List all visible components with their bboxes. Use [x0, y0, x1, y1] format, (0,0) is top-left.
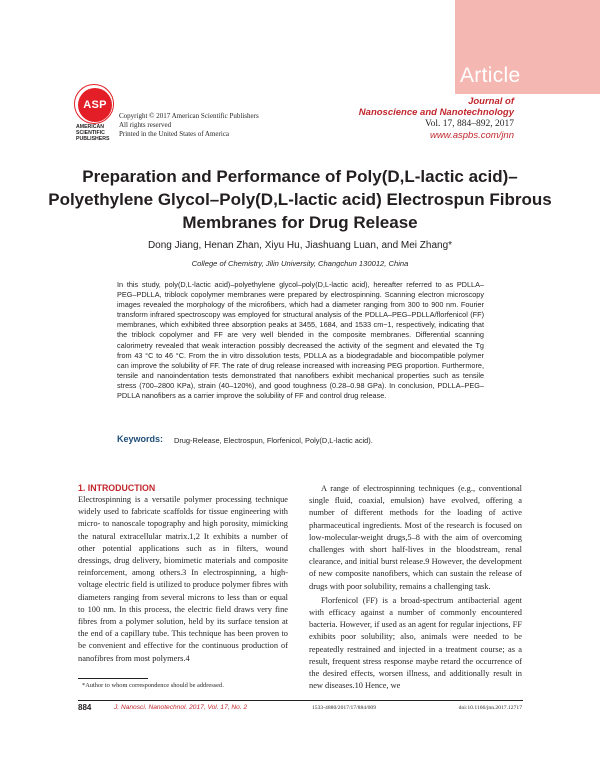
keywords: Drug-Release, Electrospun, Florfenicol, Poly(D,L-lactic acid).: [174, 436, 373, 445]
publisher-logo: ASP: [78, 88, 112, 122]
journal-name: Journal of Nanoscience and Nanotechnology: [358, 96, 514, 118]
abstract: In this study, poly(D,L-lactic acid)–polyethylene glycol–poly(D,L-lactic acid), hereafter referred to as PDLLA–PEG–PDLLA, triblock copolymer membranes were prepared by electrospinning. Scanning electron microscopy images revealed the morphology of the microfibers, which had a diameter ranging from 300 to 900 nm. Fourier transform infrared spectroscopy was employed for structural analysis of the PDLLA–PEG–PDLLA/florfenicol (FF) membranes, which exhibited three absorption peaks at 3455, 1684, and 1533 cm−1, respectively, indicating that the triblock copolymer and FF are very well blended in the composite membranes. Differential scanning calorimetry revealed that weak interaction possibly decreased the activity of the segment and elevated the Tg from 43 °C to 46 °C. From the in vitro dissolution tests, PDLLA as a biodegradable and biocompatible polymer can improve the solubility of FF. The rate of drug release increased with increasing PEG proportion. Furthermore, tensile and nanoindentation tests demonstrated that nanofibers exhibit mechanical properties such as tensile stress (700–2800 KPa), strain (40–120%), and good toughness (0.28–0.98 GPa). In conclusion, PDLLA–PEG–PDLLA nanofibers as a carrier improve the solubility of FF and control drug release.: [117, 280, 484, 401]
footer-journal-citation: J. Nanosci. Nanotechnol. 2017, Vol. 17, No. 2: [114, 704, 248, 711]
intro-column-left: [78, 494, 288, 665]
author-list: Dong Jiang, Henan Zhan, Xiyu Hu, Jiashuang Luan, and Mei Zhang*: [147, 240, 453, 251]
affiliation: College of Chemistry, Jilin University, Changchun 130012, China: [191, 259, 409, 268]
footer-divider: [78, 700, 523, 701]
page-number: 884: [78, 703, 92, 712]
copyright-block: [119, 112, 259, 139]
intro-paragraph: Florfenicol (FF) is a broad-spectrum antibacterial agent with efficacy against a number of commonly encountered bacteria. However, if used as an agent for regular injections, FF exhibits poor solubility; also, animals were needed to be repeatedly restrained and injected in a treatment course; as a result, frequent stress response maybe retard the occurrence of the desired effects, worsen illness, and additionally result in new diseases.10 Hence, we: [309, 595, 522, 691]
intro-paragraph: A range of electrospinning techniques (e.g., conventional single fluid, coaxial, emulsion) have evolved, offering a number of different methods for the loading of active pharmaceutical ingredients. Most of the research is focused on low-molecular-weight drugs,5–8 with the aim of overcoming challenges with short half-lives in the bloodstream, renal clearance, and initial burst release.9 However, the development of new composite nanofibers, which can sustain the release of drugs with poor solubility, remains a challenging task.: [309, 484, 522, 591]
printed-line: Printed in the United States of America: [119, 130, 230, 138]
footer-issn: 1533-4880/2017/17/884/009: [312, 705, 377, 711]
keywords-label: Keywords:: [117, 434, 164, 444]
article-title: Preparation and Performance of Poly(D,L-lactic acid)–Polyethylene Glycol–Poly(D,L-lactic acid) Electrospun Fibrous Membranes for Drug Release: [48, 167, 552, 232]
rights-line: All rights reserved: [119, 121, 172, 129]
section-heading-introduction: 1. INTRODUCTION: [78, 483, 156, 493]
intro-paragraph: Electrospinning is a versatile polymer processing technique widely used to fabricate scaffolds for tissue engineering with micro- to nanoscale topography and high porosity, mimicking the natural extracellular matrix.1,2 It exhibits a number of other potential applications such as in filters, wound dressings, drug delivery, biomimetic materials and composite reinforcement, among others.3 In electrospinning, a high-voltage electric field is utilized to produce polymer fibres with diameters ranging from several microns to less than or equal to 100 nm. In this process, the electric field draws very fine fibres from a polymer solution, held by its surface tension at the end of a capillary tube. This technique has been proven to be convenient and effective for the continuous production of nanofibres from most polymers.4: [78, 495, 288, 663]
publisher-name: AMERICAN SCIENTIFIC PUBLISHERS: [76, 124, 110, 142]
intro-column-right: [309, 483, 522, 692]
copyright-line: Copyright © 2017 American Scientific Publishers: [119, 112, 259, 120]
article-type-label: Article: [460, 64, 521, 87]
journal-url[interactable]: www.aspbs.com/jnn: [430, 130, 514, 141]
journal-volume: Vol. 17, 884–892, 2017: [424, 119, 514, 129]
corresponding-author-note: *Author to whom correspondence should be addressed.: [82, 682, 224, 689]
footnote-divider: [78, 678, 148, 679]
footer-doi[interactable]: doi:10.1166/jnn.2017.12717: [458, 705, 522, 711]
